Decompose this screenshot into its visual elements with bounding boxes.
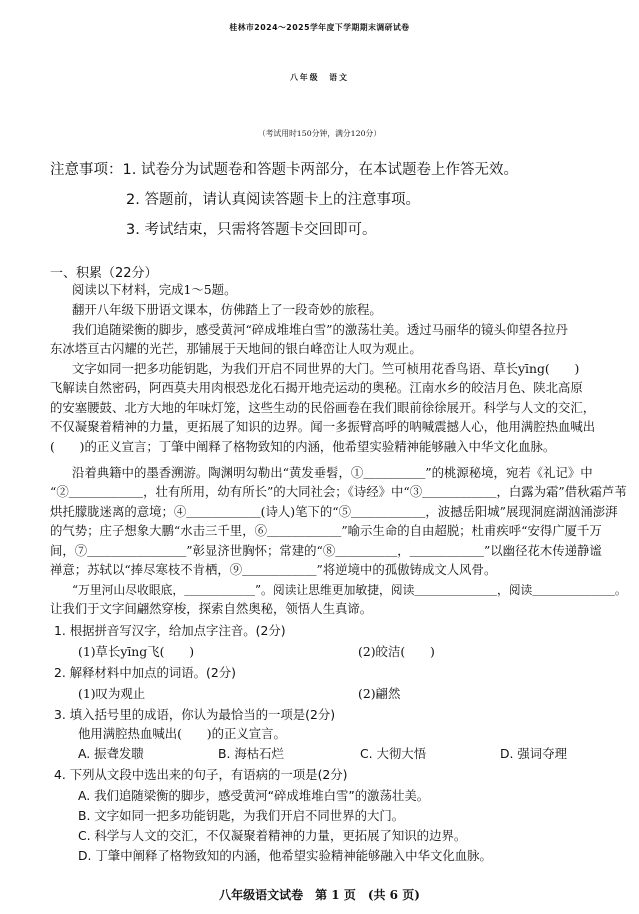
question-4-option-c: C. 科学与人文的交汇，不仅凝聚着精神的力量，更拓展了知识的边界。	[78, 828, 467, 843]
question-3-option-a: A. 振聋发聩	[78, 746, 144, 761]
passage-line: 沿着典籍中的墨香溯游。陶渊明勾勒出“黄发垂髫，①＿＿＿＿＿”的桃源秘境，宛若《礼记》中	[72, 465, 593, 480]
passage-line: 我们追随梁衡的脚步，感受黄河“碎成堆堆白雪”的激荡壮美。透过马丽华的镜头仰望各拉丹	[72, 322, 568, 337]
passage-line: 烘托朦胧迷离的意境；④＿＿＿＿＿＿(诗人)笔下的“⑤＿＿＿＿＿＿，波撼岳阳城”展现洞庭湖汹涌澎湃	[50, 504, 618, 519]
question-4-option-d: D. 丁肇中阐释了格物致知的内涵，他希望实验精神能够融入中华文化血脉。	[78, 848, 492, 863]
question-4-option-b: B. 文字如同一把多功能钥匙，为我们开启不同世界的大门。	[78, 808, 405, 823]
notice-item-1: 注意事项：1. 试卷分为试题卷和答题卡两部分，在本试题卷上作答无效。	[50, 162, 518, 178]
question-2-stem: 2. 解释材料中加点的词语。(2分)	[54, 665, 236, 680]
notice-item-3: 3. 考试结束，只需将答题卡交回即可。	[126, 222, 377, 238]
question-3-option-c: C. 大彻大悟	[360, 746, 427, 761]
question-3-stem: 3. 填入括号里的成语，你认为最恰当的一项是(2分)	[54, 707, 336, 722]
question-3-sub: 他用满腔热血喊出( )的正义宣言。	[78, 726, 286, 741]
exam-info: （考试用时150分钟，满分120分）	[257, 129, 382, 138]
passage-line: 的安塞腰鼓、北方大地的年味灯笼，这些生动的民俗画卷在我们眼前徐徐展开。科学与人文的交汇，	[50, 400, 596, 415]
question-3-option-b: B. 海枯石烂	[218, 746, 284, 761]
passage-line: 翻开八年级下册语文课本，仿佛踏上了一段奇妙的旅程。	[72, 302, 382, 317]
passage-line: 间，⑦＿＿＿＿＿＿＿＿”彰显济世胸怀；常建的“⑧＿＿＿＿＿，＿＿＿＿＿＿”以幽径花木传递静谧	[50, 543, 602, 558]
question-1-stem: 1. 根据拼音写汉字，给加点字注音。(2分)	[54, 623, 286, 638]
passage-line: 东冰塔亘古闪耀的光芒，那铺展于天地间的银白峰峦让人叹为观止。	[50, 341, 422, 356]
passage-line: 的气势；庄子想象大鹏“水击三千里，⑥＿＿＿＿＿＿”喻示生命的自由超脱；杜甫疾呼“安得广厦千万	[50, 523, 602, 538]
question-4-stem: 4. 下列从文段中选出来的句子，有语病的一项是(2分)	[54, 767, 348, 782]
passage-line: 让我们于文字间翩然穿梭，探索自然奥秘，领悟人生真谛。	[50, 601, 373, 616]
notice-item-2: 2. 答题前，请认真阅读答题卡上的注意事项。	[126, 192, 420, 208]
question-4-option-a: A. 我们追随梁衡的脚步，感受黄河“碎成堆堆白雪”的激荡壮美。	[78, 788, 430, 803]
question-2-option: (2)翩然	[358, 686, 401, 701]
section-intro: 阅读以下材料，完成1～5题。	[72, 282, 237, 297]
exam-title: 桂林市2024～2025学年度下学期期末调研试卷	[229, 23, 410, 32]
notice-label: 注意事项：	[50, 162, 123, 178]
question-1-option: (2)皎洁( )	[358, 644, 435, 659]
subject-title: 八年级 语文	[290, 73, 349, 82]
page-footer: 八年级语文试卷 第 1 页 (共 6 页)	[219, 888, 420, 902]
passage-line: 飞解读自然密码，阿西莫夫用肉根恐龙化石揭开地壳运动的奥秘。江南水乡的皎洁月色、陕北高原	[50, 380, 583, 395]
passage-line: “②＿＿＿＿＿＿，壮有所用，幼有所长”的大同社会；《诗经》中“③＿＿＿＿＿＿，白露为霜”借秋霜芦苇	[50, 484, 627, 499]
passage-line: “万里河山尽收眼底，＿＿＿＿＿＿”。阅读让思维更加敏捷，阅读＿＿＿＿＿＿＿，阅读＿＿＿＿＿＿＿。	[72, 583, 627, 597]
passage-line: 文字如同一把多功能钥匙，为我们开启不同世界的大门。竺可桢用花香鸟语、草长yīng( )	[72, 361, 580, 376]
question-3-option-d: D. 强词夺理	[500, 746, 567, 761]
passage-line: 禅意；苏轼以“捧尽寒枝不肯栖，⑨＿＿＿＿＿＿”将逆境中的孤傲铸成文人风骨。	[50, 562, 497, 577]
passage-line: ( )的正义宣言；丁肇中阐释了格物致知的内涵，他希望实验精神能够融入中华文化血脉。	[50, 439, 556, 454]
passage-line: 不仅凝聚着精神的力量，更拓展了知识的边界。闻一多振臂高呼的呐喊震撼人心，他用满腔热血喊出	[50, 419, 596, 434]
section-heading: 一、积累（22分）	[50, 266, 158, 281]
question-2-option: (1)叹为观止	[78, 686, 146, 701]
question-1-option: (1)草长yīng飞( )	[78, 644, 195, 659]
